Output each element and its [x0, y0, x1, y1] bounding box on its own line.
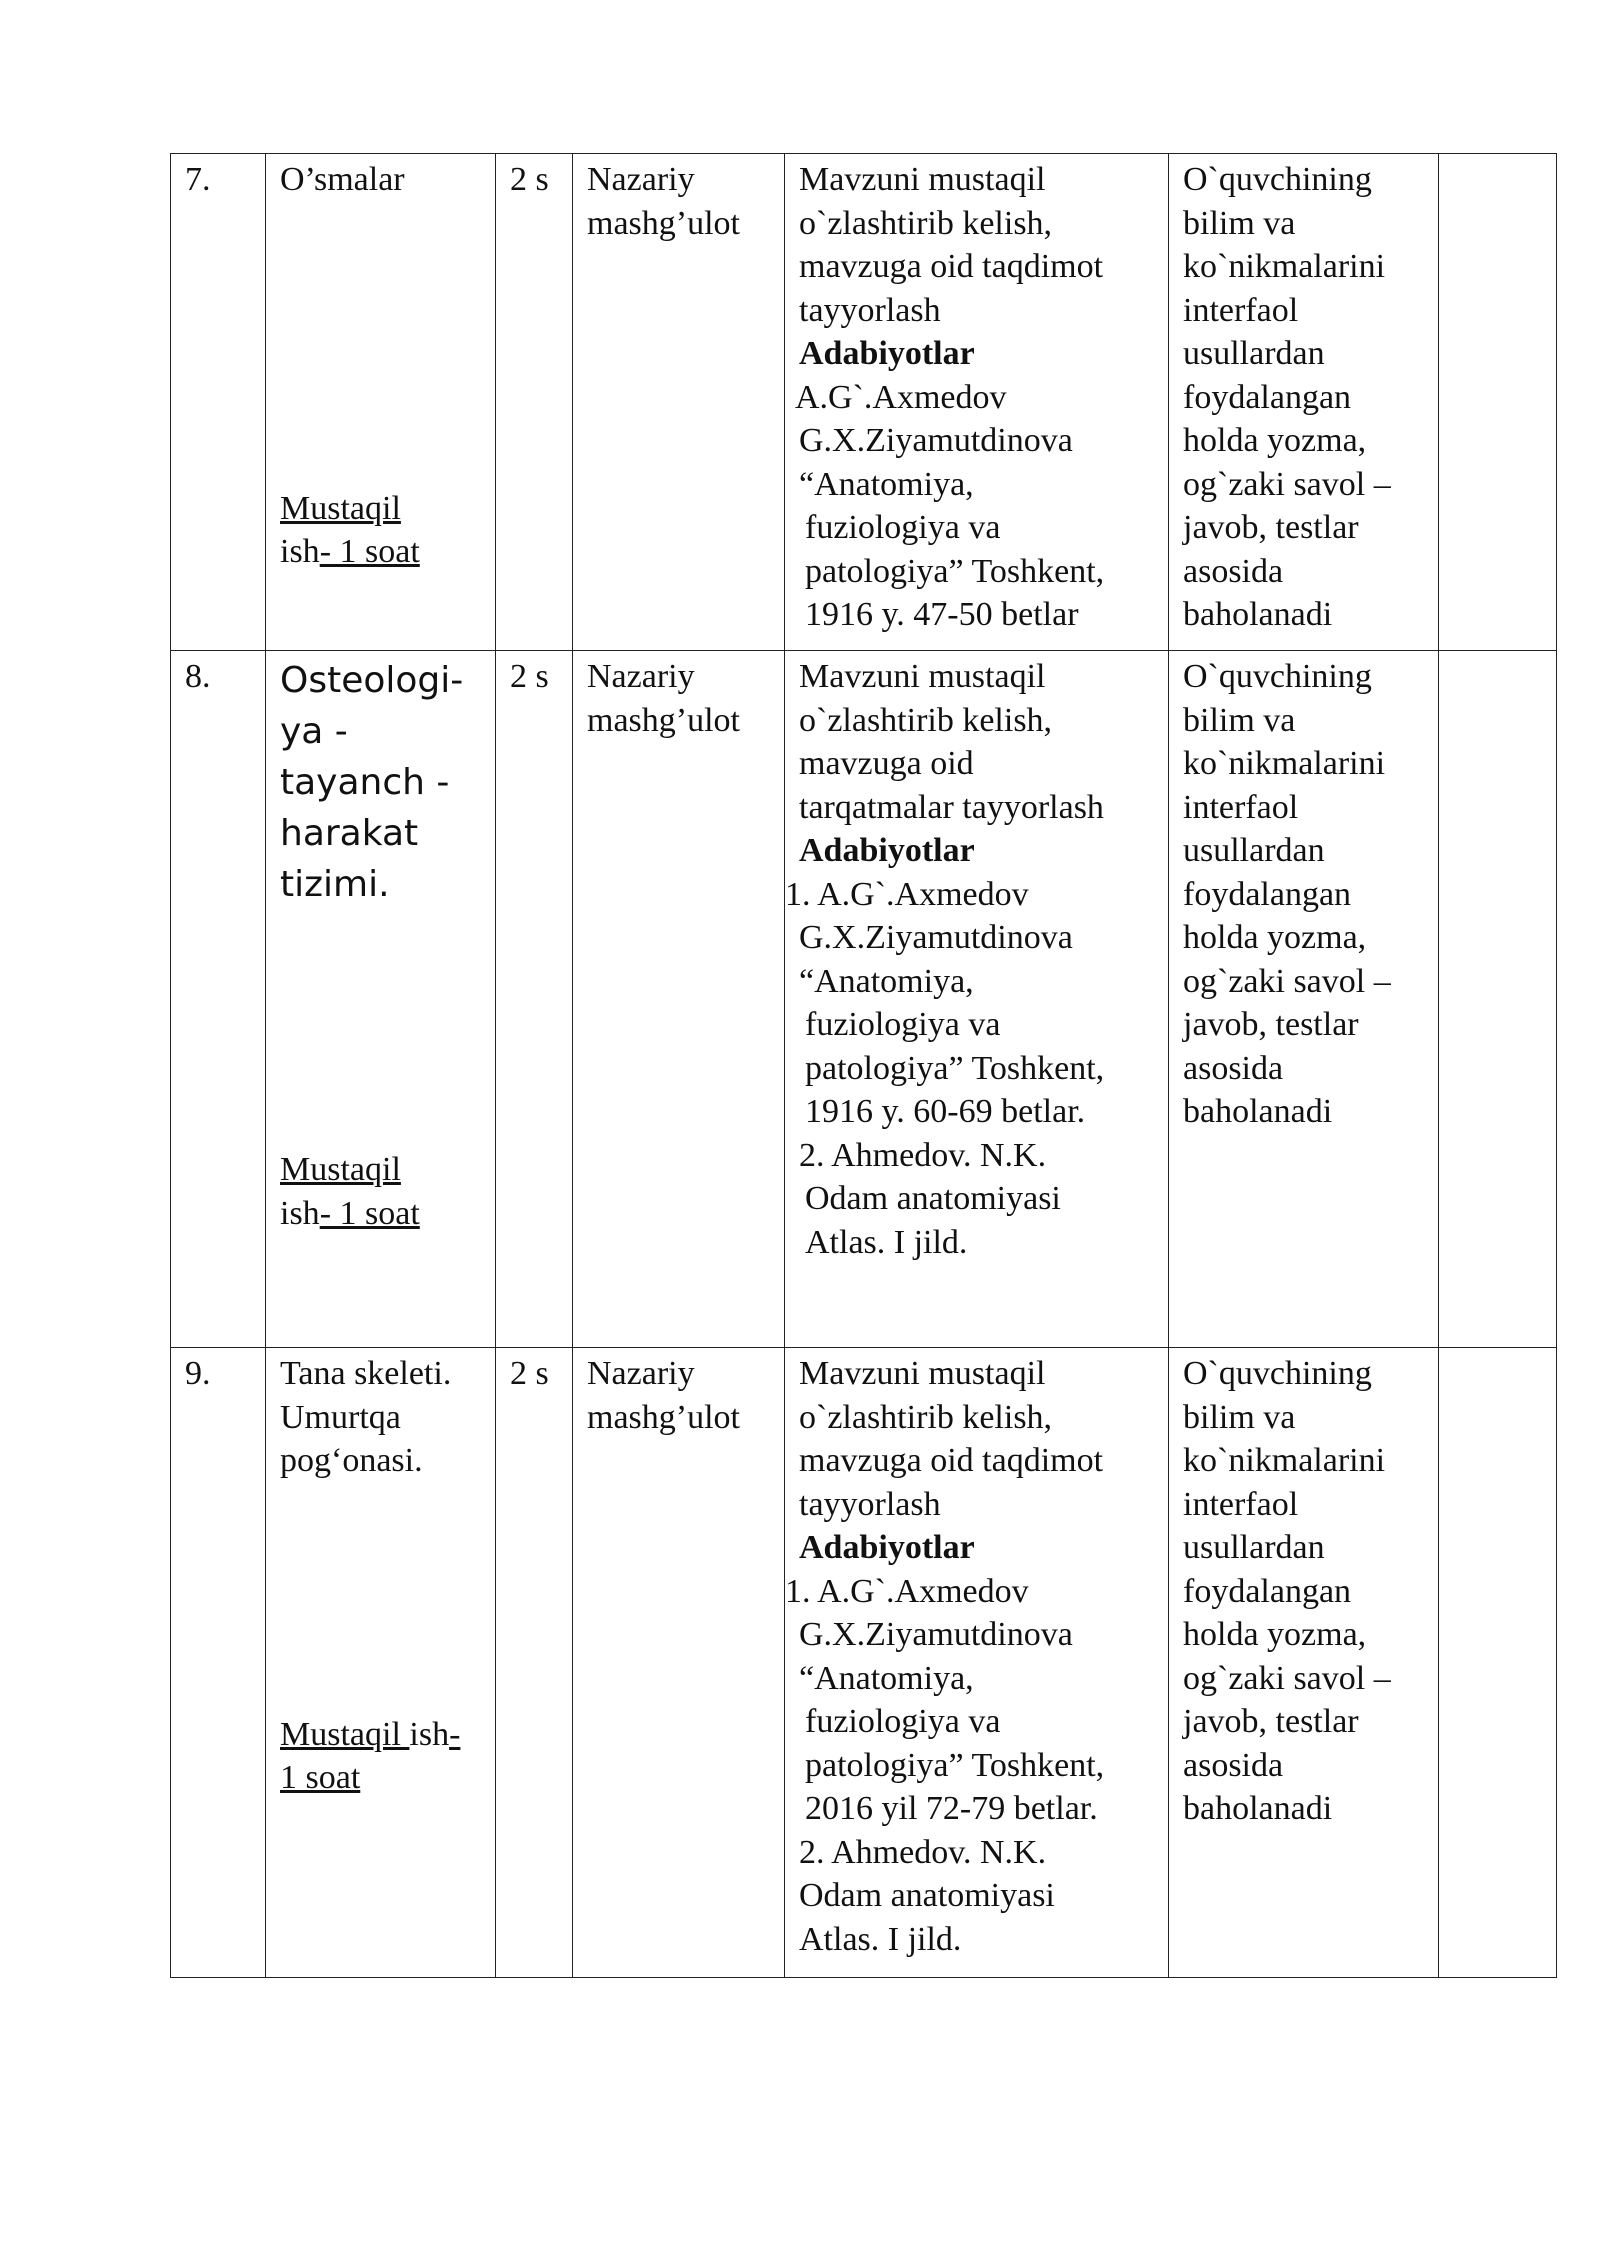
topic-title: Tana skeleti. Umurtqa pog‘onasi.: [280, 1355, 452, 1479]
schedule-table: [170, 153, 1557, 1978]
self-study-note: Mustaqil ish- 1 soat: [280, 1151, 420, 1232]
table-row: [171, 651, 1557, 1348]
lesson-type-cell: Nazariy mashg’ulot: [573, 1348, 785, 1978]
assessment-cell: O`quvchining bilim va ko`nikmalarini interfaol usullardan foydalangan holda yozma, og`zaki savol – javob, testlar asosida baholanadi: [1169, 651, 1439, 1348]
topic-cell: [266, 154, 496, 651]
row-number-cell: [171, 1348, 266, 1978]
row-number-cell: [171, 651, 266, 1348]
assessment-cell: O`quvchining bilim va ko`nikmalarini interfaol usullardan foydalangan holda yozma, og`zaki savol – javob, testlar asosida baholanadi: [1169, 154, 1439, 651]
row-number: 9.: [185, 1355, 211, 1392]
table-row: [171, 154, 1557, 651]
task-cell: Mavzuni mustaqil o`zlashtirib kelish, mavzuga oid tarqatmalar tayyorlash Adabiyotlar 1. A.G`.Axmedov G.X.Ziyamutdinova “Anatomiya, fuziologiya va patologiya” Toshkent, 1916 y. 60-69 betlar. 2. Ahmedov. N.K. Odam anatomiyasi Atlas. I jild.: [785, 651, 1169, 1348]
task-cell: Mavzuni mustaqil o`zlashtirib kelish, mavzuga oid taqdimot tayyorlash Adabiyotlar A.G`.Axmedov G.X.Ziyamutdinova “Anatomiya, fuziologiya va patologiya” Toshkent, 1916 y. 47-50 betlar: [785, 154, 1169, 651]
literature-heading: Adabiyotlar: [799, 832, 975, 869]
topic-title: Osteologi- ya - tayanch - harakat tizimi.: [280, 660, 464, 905]
hours-cell: 2 s: [496, 651, 573, 1348]
literature-heading: Adabiyotlar: [799, 1529, 975, 1566]
literature-heading: Adabiyotlar: [799, 335, 975, 372]
topic-cell: [266, 1348, 496, 1978]
task-cell: Mavzuni mustaqil o`zlashtirib kelish, mavzuga oid taqdimot tayyorlash Adabiyotlar 1. A.G`.Axmedov G.X.Ziyamutdinova “Anatomiya, fuziologiya va patologiya” Toshkent, 2016 yil 72-79 betlar. 2. Ahmedov. N.K. Odam anatomiyasi Atlas. I jild.: [785, 1348, 1169, 1978]
self-study-note: Mustaqil ish- 1 soat: [280, 1715, 461, 1796]
hours-cell: 2 s: [496, 1348, 573, 1978]
self-study-note: Mustaqil ish- 1 soat: [280, 489, 420, 570]
notes-cell: [1439, 651, 1557, 1348]
row-number-cell: [171, 154, 266, 651]
row-number: 8.: [185, 658, 211, 695]
hours-cell: 2 s: [496, 154, 573, 651]
notes-cell: [1439, 154, 1557, 651]
assessment-cell: O`quvchining bilim va ko`nikmalarini interfaol usullardan foydalangan holda yozma, og`zaki savol – javob, testlar asosida baholanadi: [1169, 1348, 1439, 1978]
lesson-type-cell: Nazariy mashg’ulot: [573, 154, 785, 651]
lesson-type-cell: Nazariy mashg’ulot: [573, 651, 785, 1348]
topic-title: O’smalar: [280, 161, 405, 198]
notes-cell: [1439, 1348, 1557, 1978]
topic-cell: [266, 651, 496, 1348]
table-row: [171, 1348, 1557, 1978]
row-number: 7.: [185, 161, 211, 198]
